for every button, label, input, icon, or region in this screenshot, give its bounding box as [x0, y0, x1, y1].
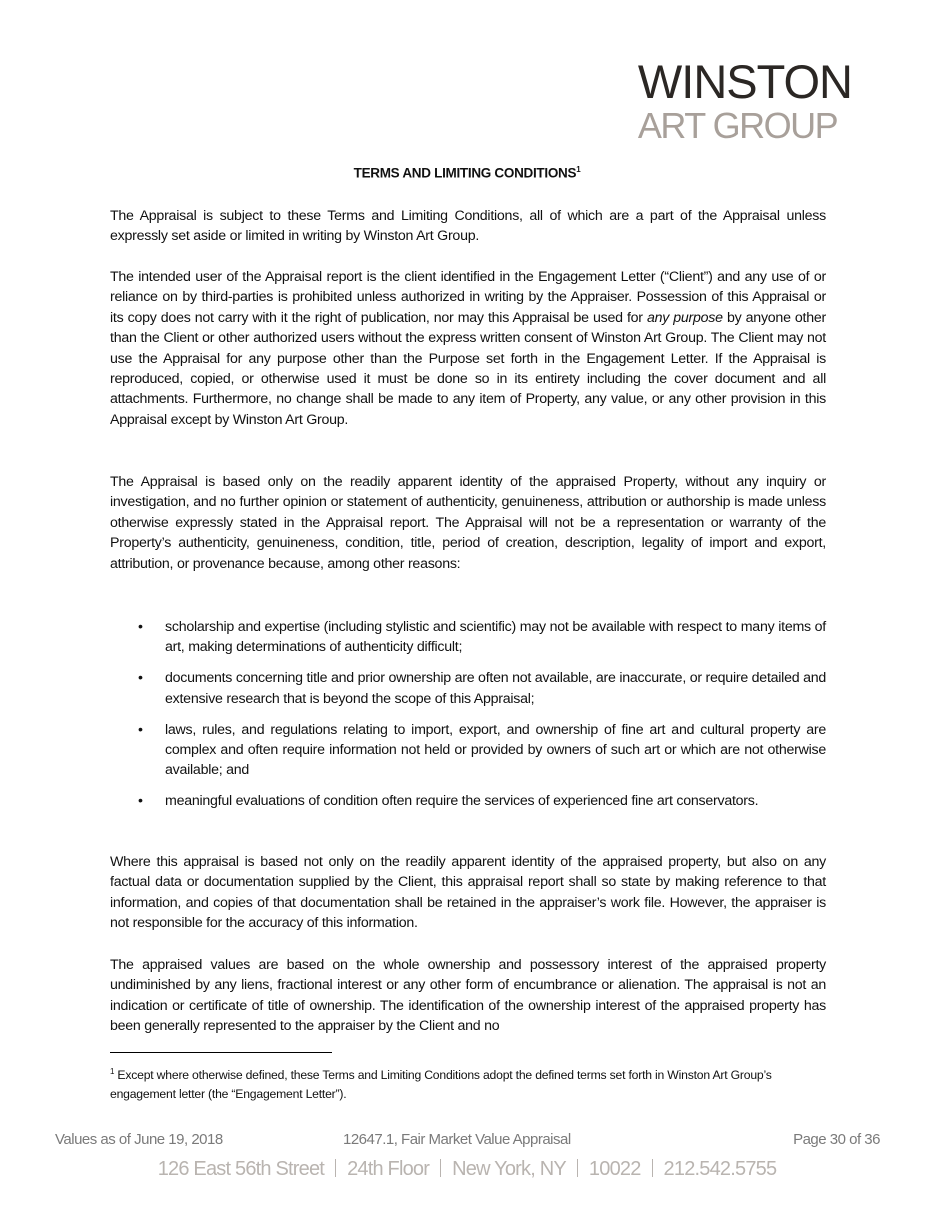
address-floor: 24th Floor	[347, 1158, 430, 1180]
address-phone: 212.542.5755	[663, 1158, 777, 1180]
address-city: New York, NY	[452, 1158, 566, 1180]
text-run: The intended user of the Appraisal report is the client identified in the Engagement Letter (“Client”) and any use of or reliance on by third-parties is prohibited unless authorized in writing by the Appraiser. Possession of this Appraisal or its copy does not carry with it the right of publication, nor may this Appraisal be used for	[110, 269, 826, 326]
paragraph-text: Where this appraisal is based not only on the readily apparent identity of the appraised property, but also on any factual data or documentation supplied by the Client, this appraisal report shall so state by making reference to that information, and copies of that documentation shall be retained in the appraiser’s work file. However, the appraiser is not responsible for the accuracy of this information.	[110, 854, 826, 932]
list-item	[110, 617, 826, 658]
logo-line-1: WINSTON	[637, 55, 852, 108]
list-item-text: scholarship and expertise (including stylistic and scientific) may not be available with respect to many items of art, making determinations of authenticity difficult;	[165, 619, 826, 656]
footnote-reference[interactable]: 1	[576, 165, 581, 174]
list-item	[110, 668, 826, 709]
footnote	[110, 1062, 810, 1104]
paragraph-ownership-interest	[110, 955, 826, 1037]
values-date: Values as of June 19, 2018	[55, 1131, 223, 1148]
page-title	[0, 165, 934, 181]
footnote-divider	[110, 1052, 332, 1053]
list-item-text: laws, rules, and regulations relating to import, export, and ownership of fine art and cultural property are complex and often require information not held or provided by owners of such art or which are not otherwise available; and	[165, 721, 826, 779]
page-number: Page 30 of 36	[793, 1131, 880, 1148]
page-footer	[55, 1131, 880, 1153]
paragraph-text: The appraised values are based on the whole ownership and possessory interest of the appraised property undiminished by any liens, fractional interest or any other form of encumbrance or alienation. The appraisal is not an indication or certificate of title of ownership. The identification of the ownership interest of the appraised property has been generally represented to the appraiser by the Client and no	[110, 957, 826, 1035]
bullet-icon: •	[138, 670, 143, 687]
paragraph-subject	[110, 206, 826, 247]
address-line	[0, 1158, 934, 1181]
paragraph-text	[110, 267, 826, 430]
list-item-text: documents concerning title and prior ownership are often not available, are inaccurate, or require detailed and extensive research that is beyond the scope of this Appraisal;	[165, 670, 826, 707]
list-item-text: meaningful evaluations of condition often require the services of experienced fine art conservators.	[165, 793, 759, 810]
emphasis-text: any purpose	[646, 309, 723, 326]
paragraph-identity-basis	[110, 472, 826, 574]
separator	[335, 1159, 336, 1177]
address-street: 126 East 56th Street	[157, 1158, 325, 1180]
separator	[577, 1159, 578, 1177]
paragraph-text: The Appraisal is subject to these Terms and Limiting Conditions, all of which are a part of the Appraisal unless expressly set aside or limited in writing by Winston Art Group.	[110, 208, 826, 245]
report-reference: 12647.1, Fair Market Value Appraisal	[343, 1131, 571, 1148]
paragraph-intended-user	[110, 267, 826, 430]
text-run: by anyone other than the Client or other authorized users without the express written consent of Winston Art Group. The Client may not use the Appraisal for any purpose other than the Purpose set forth in the Engagement Letter. If the Appraisal is reproduced, copied, or otherwise used it must be done so in its entirety including the cover document and all attachments. Furthermore, no change shall be made to any item of Property, any value, or any other provision in this Appraisal except by Winston Art Group.	[110, 309, 826, 428]
paragraph-text: The Appraisal is based only on the readily apparent identity of the appraised Property, without any inquiry or investigation, and no further opinion or statement of authenticity, genuineness, attribution or authorship is made unless otherwise expressly stated in the Appraisal report. The Appraisal will not be a representation or warranty of the Property’s authenticity, genuineness, condition, title, period of creation, description, legality of import and export, attribution, or provenance because, among other reasons:	[110, 474, 826, 572]
page-title-text: TERMS AND LIMITING CONDITIONS	[353, 165, 577, 181]
winston-art-group-logo	[637, 55, 852, 146]
separator	[652, 1159, 653, 1177]
list-item	[110, 791, 826, 811]
bullet-icon: •	[138, 721, 143, 738]
logo-line-2: ART GROUP	[637, 105, 838, 146]
footnote-number: 1	[110, 1067, 115, 1076]
reasons-list	[110, 617, 826, 822]
list-item	[110, 720, 826, 781]
address-zip: 10022	[588, 1158, 641, 1180]
bullet-icon: •	[138, 793, 143, 810]
paragraph-client-data	[110, 852, 826, 934]
footnote-text: Except where otherwise defined, these Terms and Limiting Conditions adopt the defined terms set forth in Winston Art Group’s engagement letter (the “Engagement Letter”).	[110, 1068, 772, 1102]
separator	[440, 1159, 441, 1177]
bullet-icon: •	[138, 619, 143, 635]
